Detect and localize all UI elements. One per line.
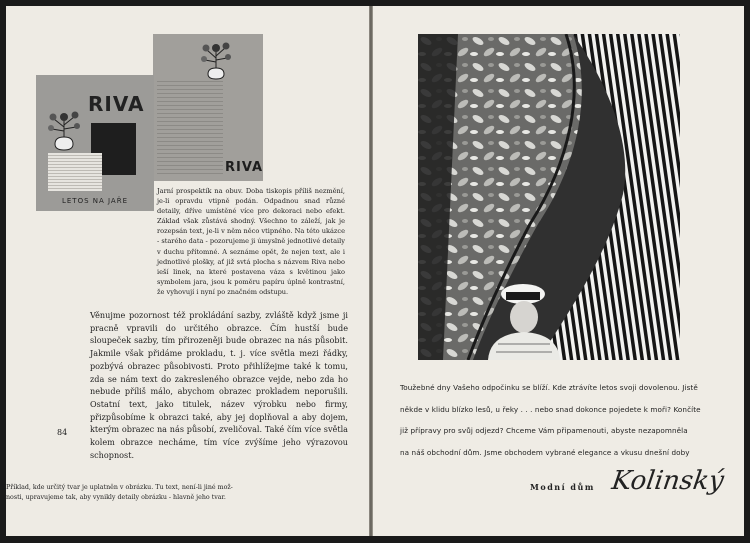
brochure-text-block <box>157 80 223 174</box>
caption-bottom-line: nosti, upravujeme tak, aby vynikly detaily obrázku - hlavně jeho tvar. <box>6 493 226 501</box>
store-label: Modní dům <box>530 482 595 492</box>
ad-line: již přípravy pro svůj odjezd? Chceme Vám připamenouti, abyste nezapomněla <box>400 426 688 436</box>
left-page <box>6 6 369 536</box>
brochure-1-brand: RIVA <box>88 92 145 116</box>
riva-brochure-cover <box>36 75 154 211</box>
brochure-2-brand: RIVA <box>225 160 264 175</box>
fashion-photo-image <box>418 34 680 360</box>
flower-vase-icon <box>44 109 84 151</box>
ad-line: Toužebné dny Vašeho odpočinku se blíží. Kde ztrávíte letos svoji dovolenou. Jistě <box>400 383 698 392</box>
body-text: Věnujme pozornost též prokládání sazby, zvláště když jsme ji pracně vpravili do určitého obrazce. Čím hustší bude sloupeček sazby, tím přirozeněji bude obrazec na nás působit. Jakmile však přidáme prokladu, t. j. více světla mezi řádky, pozbývá obrazec působivosti. Proto přihlížejme také k tomu, zda se nám text do zakresleného obrazce vejde, nebo zda ho nebude příliš málo, abychom obrazec prokladem neporušili. Ostatní text, jako titulek, název výrobku nebo firmy, přizpůsobíme k obrazci také, aby jej doplňoval a aby dojem, kterým obrazec na nás působí, zveličoval. Také čím více světla kolem obrazce necháme, tím více zvýšíme jeho výrazovou schopnost. <box>90 310 348 460</box>
ad-line: na náš obchodní dům. Jsme obchodem vybrané elegance a vkusu dnešní doby <box>400 447 690 457</box>
caption-bottom <box>6 483 298 502</box>
store-name-signature: Kolinský <box>609 466 726 496</box>
ad-line: někde v klidu blízko lesů, u řeky . . . nebo snad dokonce pojedete k moři? Končíte <box>400 404 701 414</box>
fashion-photo <box>418 34 680 360</box>
riva-brochure-inner-page <box>153 34 263 181</box>
brochure-1-tagline: LETOS NA JAŘE <box>61 197 129 205</box>
page-number: 84 <box>57 428 68 437</box>
striped-square <box>48 153 102 191</box>
caption-top: Jarní prospektík na obuv. Doba tiskopis příliš nezmění, je-li opravdu vtipně podán. Odpadnou snad různé detaily, dříve umístěné více pro dekoraci nebo efekt. Základ však zůstává shodný. Všechno to záleží, jak je rozepsán text, je-li v něm něco vtipného. Na této ukázce - starého data - pozorujeme ji úmyslně jednotlivé detaily v duchu přítomné. A seznáme opět, že nejen text, ale i jednotlivé plošky, ať již svtá plocha s názvem Riva nebo ieší linek, na které postavena váza s květinou jako symbolem jara, jsou k poměru papíru úplně kontrastní, že vyhovují i nyní po značném odstupu. <box>157 187 345 296</box>
right-page <box>373 6 744 536</box>
caption-bottom-line: Příklad, kde určitý tvar je uplatněn v obrázku. Tu text, není-li jiné mož- <box>6 484 233 491</box>
advertisement-text <box>400 377 718 463</box>
flower-vase-icon <box>197 38 235 80</box>
